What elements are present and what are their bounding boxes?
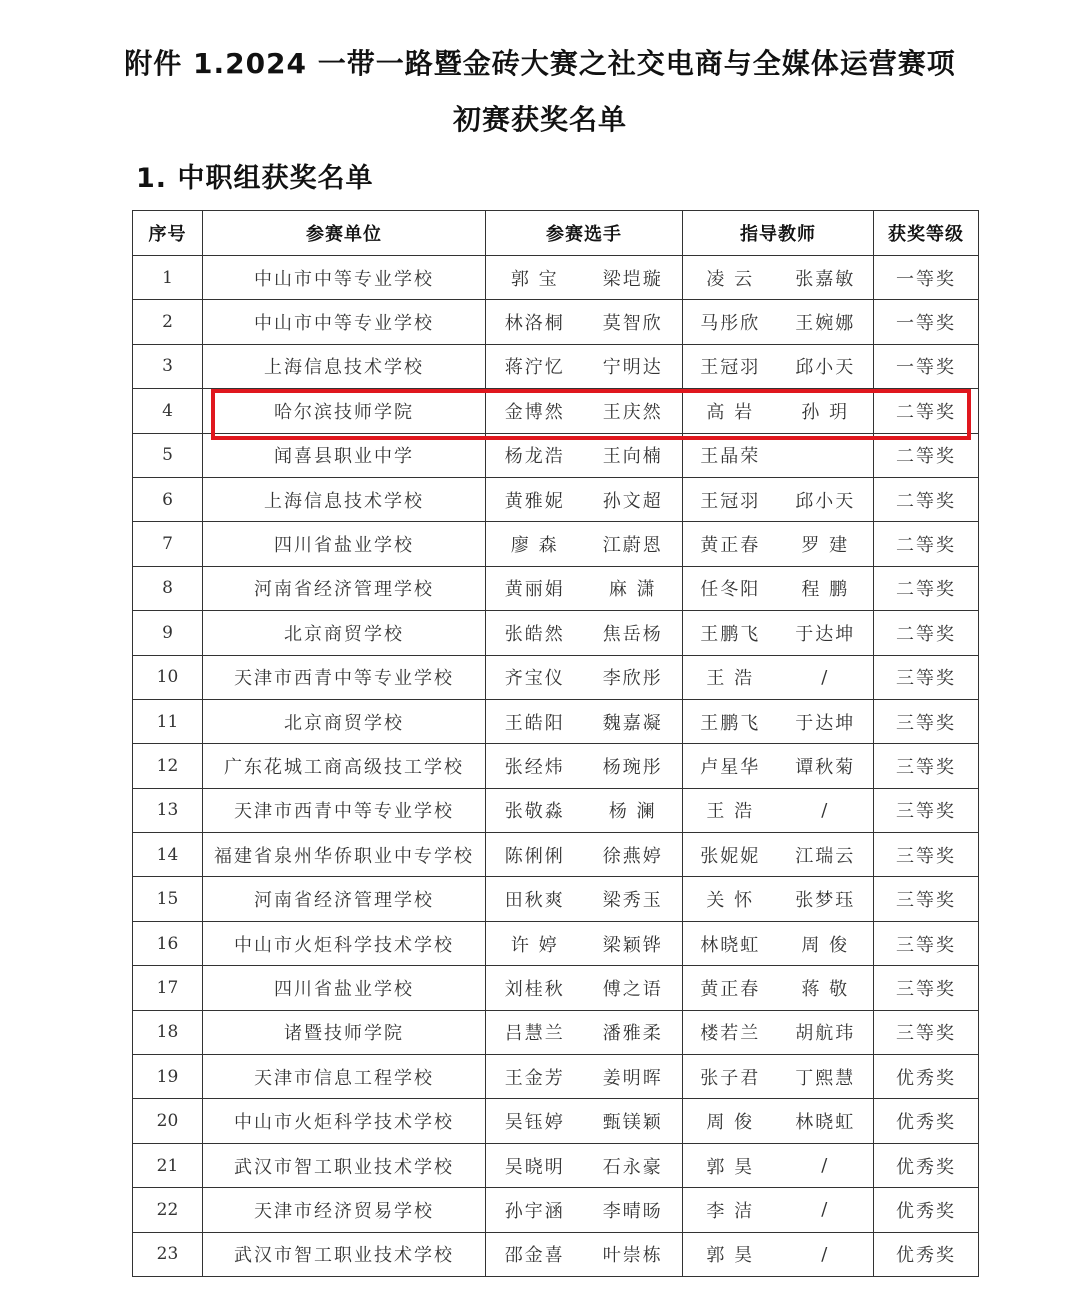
cell-award: 优秀奖 [874, 1143, 979, 1187]
table-row [133, 1232, 979, 1276]
cell-award: 二等奖 [874, 566, 979, 610]
cell-contestant-2: 莫智欣 [584, 300, 683, 344]
cell-contestant-2: 江蔚恩 [584, 522, 683, 566]
cell-no: 3 [133, 344, 203, 388]
cell-no: 15 [133, 877, 203, 921]
header-teachers: 指导教师 [683, 211, 874, 256]
cell-award: 二等奖 [874, 477, 979, 521]
cell-contestant-2: 杨琬彤 [584, 744, 683, 788]
cell-no: 1 [133, 256, 203, 300]
table-row [133, 744, 979, 788]
cell-teacher-2: 程 鹏 [778, 566, 874, 610]
cell-school: 北京商贸学校 [203, 699, 486, 743]
cell-contestant-1: 张敬淼 [486, 788, 584, 832]
cell-teacher-1: 马彤欣 [683, 300, 778, 344]
cell-contestant-2: 梁颖铧 [584, 921, 683, 965]
cell-contestant-1: 吴钰婷 [486, 1099, 584, 1143]
cell-contestant-1: 张经炜 [486, 744, 584, 788]
document-title-line-1: 附件 1.2024 一带一路暨金砖大赛之社交电商与全媒体运营赛项 [124, 47, 956, 80]
table-row [133, 344, 979, 388]
cell-school: 中山市火炬科学技术学校 [203, 921, 486, 965]
header-no: 序号 [133, 211, 203, 256]
cell-no: 2 [133, 300, 203, 344]
table-row [133, 522, 979, 566]
cell-contestant-1: 郭 宝 [486, 256, 584, 300]
cell-teacher-1: 王冠羽 [683, 477, 778, 521]
cell-school: 中山市中等专业学校 [203, 300, 486, 344]
cell-contestant-2: 傅之语 [584, 966, 683, 1010]
cell-no: 7 [133, 522, 203, 566]
cell-teacher-2: 罗 建 [778, 522, 874, 566]
award-table [132, 210, 979, 1277]
cell-teacher-1: 凌 云 [683, 256, 778, 300]
cell-contestant-2: 甄镁颖 [584, 1099, 683, 1143]
cell-no: 17 [133, 966, 203, 1010]
cell-school: 天津市西青中等专业学校 [203, 788, 486, 832]
cell-award: 三等奖 [874, 744, 979, 788]
cell-teacher-1: 王 浩 [683, 788, 778, 832]
document-title-line-2: 初赛获奖名单 [452, 103, 627, 136]
cell-teacher-1: 王 浩 [683, 655, 778, 699]
cell-school: 河南省经济管理学校 [203, 566, 486, 610]
cell-teacher-2 [778, 433, 874, 477]
cell-school: 天津市经济贸易学校 [203, 1188, 486, 1232]
cell-teacher-2: 邱小天 [778, 344, 874, 388]
cell-contestant-1: 邵金喜 [486, 1232, 584, 1276]
table-row [133, 566, 979, 610]
cell-teacher-2: / [778, 1143, 874, 1187]
table-row [133, 966, 979, 1010]
cell-contestant-1: 许 婷 [486, 921, 584, 965]
cell-contestant-1: 田秋爽 [486, 877, 584, 921]
table-row [133, 477, 979, 521]
cell-no: 6 [133, 477, 203, 521]
cell-school: 武汉市智工职业技术学校 [203, 1143, 486, 1187]
cell-teacher-1: 郭 昊 [683, 1232, 778, 1276]
cell-school: 四川省盐业学校 [203, 522, 486, 566]
cell-teacher-1: 高 岩 [683, 389, 778, 433]
cell-no: 10 [133, 655, 203, 699]
header-school: 参赛单位 [203, 211, 486, 256]
cell-award: 优秀奖 [874, 1232, 979, 1276]
award-table-body [133, 256, 979, 1277]
cell-contestant-2: 徐燕婷 [584, 833, 683, 877]
cell-school: 中山市中等专业学校 [203, 256, 486, 300]
cell-teacher-2: 于达坤 [778, 699, 874, 743]
cell-contestant-1: 金博然 [486, 389, 584, 433]
header-award: 获奖等级 [874, 211, 979, 256]
cell-award: 二等奖 [874, 611, 979, 655]
cell-school: 四川省盐业学校 [203, 966, 486, 1010]
cell-school: 中山市火炬科学技术学校 [203, 1099, 486, 1143]
cell-award: 优秀奖 [874, 1099, 979, 1143]
cell-contestant-2: 宁明达 [584, 344, 683, 388]
cell-contestant-1: 杨龙浩 [486, 433, 584, 477]
cell-teacher-1: 楼若兰 [683, 1010, 778, 1054]
cell-contestant-1: 黄丽娟 [486, 566, 584, 610]
cell-school: 北京商贸学校 [203, 611, 486, 655]
cell-teacher-1: 张妮妮 [683, 833, 778, 877]
table-row [133, 655, 979, 699]
table-row [133, 1010, 979, 1054]
cell-award: 三等奖 [874, 655, 979, 699]
cell-school: 闻喜县职业中学 [203, 433, 486, 477]
cell-teacher-1: 卢星华 [683, 744, 778, 788]
cell-award: 二等奖 [874, 389, 979, 433]
cell-no: 13 [133, 788, 203, 832]
cell-award: 三等奖 [874, 788, 979, 832]
table-row [133, 611, 979, 655]
cell-teacher-2: / [778, 655, 874, 699]
cell-contestant-1: 吴晓明 [486, 1143, 584, 1187]
cell-teacher-2: / [778, 1232, 874, 1276]
table-row [133, 1188, 979, 1232]
cell-no: 16 [133, 921, 203, 965]
cell-school: 福建省泉州华侨职业中专学校 [203, 833, 486, 877]
cell-contestant-2: 梁秀玉 [584, 877, 683, 921]
table-row [133, 788, 979, 832]
cell-teacher-1: 李 洁 [683, 1188, 778, 1232]
cell-school: 天津市信息工程学校 [203, 1055, 486, 1099]
cell-teacher-2: 周 俊 [778, 921, 874, 965]
cell-award: 三等奖 [874, 833, 979, 877]
cell-award: 二等奖 [874, 433, 979, 477]
cell-contestant-2: 姜明晖 [584, 1055, 683, 1099]
header-contestants: 参赛选手 [486, 211, 683, 256]
cell-teacher-1: 王晶荣 [683, 433, 778, 477]
cell-contestant-1: 廖 森 [486, 522, 584, 566]
cell-teacher-1: 黄正春 [683, 966, 778, 1010]
cell-teacher-2: 江瑞云 [778, 833, 874, 877]
cell-contestant-1: 刘桂秋 [486, 966, 584, 1010]
cell-contestant-1: 陈俐俐 [486, 833, 584, 877]
cell-teacher-2: 张梦珏 [778, 877, 874, 921]
cell-contestant-1: 吕慧兰 [486, 1010, 584, 1054]
cell-contestant-1: 齐宝仪 [486, 655, 584, 699]
table-row [133, 1143, 979, 1187]
cell-teacher-2: 蒋 敬 [778, 966, 874, 1010]
cell-no: 18 [133, 1010, 203, 1054]
cell-no: 4 [133, 389, 203, 433]
cell-award: 三等奖 [874, 699, 979, 743]
cell-contestant-2: 王庆然 [584, 389, 683, 433]
cell-school: 诸暨技师学院 [203, 1010, 486, 1054]
cell-teacher-1: 王鹏飞 [683, 611, 778, 655]
cell-no: 20 [133, 1099, 203, 1143]
cell-contestant-2: 孙文超 [584, 477, 683, 521]
table-row [133, 256, 979, 300]
cell-award: 一等奖 [874, 344, 979, 388]
cell-contestant-1: 王金芳 [486, 1055, 584, 1099]
cell-teacher-2: 邱小天 [778, 477, 874, 521]
cell-teacher-1: 张子君 [683, 1055, 778, 1099]
cell-award: 一等奖 [874, 256, 979, 300]
cell-no: 14 [133, 833, 203, 877]
cell-contestant-2: 潘雅柔 [584, 1010, 683, 1054]
section-heading: 1. 中职组获奖名单 [136, 163, 374, 194]
table-row [133, 1055, 979, 1099]
table-row [133, 877, 979, 921]
cell-contestant-1: 王皓阳 [486, 699, 584, 743]
cell-no: 22 [133, 1188, 203, 1232]
cell-teacher-1: 林晓虹 [683, 921, 778, 965]
cell-no: 21 [133, 1143, 203, 1187]
cell-no: 11 [133, 699, 203, 743]
cell-teacher-2: / [778, 788, 874, 832]
cell-contestant-2: 魏嘉凝 [584, 699, 683, 743]
cell-contestant-1: 林洛桐 [486, 300, 584, 344]
cell-teacher-2: / [778, 1188, 874, 1232]
cell-teacher-2: 孙 玥 [778, 389, 874, 433]
cell-contestant-2: 杨 澜 [584, 788, 683, 832]
cell-award: 三等奖 [874, 966, 979, 1010]
cell-contestant-2: 叶崇栋 [584, 1232, 683, 1276]
table-row [133, 833, 979, 877]
cell-contestant-2: 李欣彤 [584, 655, 683, 699]
table-row [133, 1099, 979, 1143]
cell-teacher-1: 周 俊 [683, 1099, 778, 1143]
cell-no: 5 [133, 433, 203, 477]
cell-contestant-1: 张皓然 [486, 611, 584, 655]
table-row [133, 433, 979, 477]
cell-teacher-1: 任冬阳 [683, 566, 778, 610]
cell-teacher-2: 丁熙慧 [778, 1055, 874, 1099]
cell-teacher-1: 王鹏飞 [683, 699, 778, 743]
cell-teacher-1: 王冠羽 [683, 344, 778, 388]
cell-no: 23 [133, 1232, 203, 1276]
cell-teacher-1: 郭 昊 [683, 1143, 778, 1187]
cell-no: 19 [133, 1055, 203, 1099]
table-row [133, 389, 979, 433]
cell-school: 哈尔滨技师学院 [203, 389, 486, 433]
cell-teacher-2: 胡航玮 [778, 1010, 874, 1054]
table-row [133, 699, 979, 743]
cell-teacher-2: 谭秋菊 [778, 744, 874, 788]
cell-contestant-2: 麻 潇 [584, 566, 683, 610]
cell-contestant-1: 孙宇涵 [486, 1188, 584, 1232]
cell-no: 9 [133, 611, 203, 655]
table-header-row [133, 211, 979, 256]
cell-contestant-1: 蒋泞忆 [486, 344, 584, 388]
cell-contestant-2: 王向楠 [584, 433, 683, 477]
cell-teacher-2: 林晓虹 [778, 1099, 874, 1143]
cell-teacher-2: 张嘉敏 [778, 256, 874, 300]
cell-school: 上海信息技术学校 [203, 344, 486, 388]
cell-school: 天津市西青中等专业学校 [203, 655, 486, 699]
table-row [133, 300, 979, 344]
cell-teacher-1: 关 怀 [683, 877, 778, 921]
cell-no: 12 [133, 744, 203, 788]
cell-award: 优秀奖 [874, 1188, 979, 1232]
cell-award: 二等奖 [874, 522, 979, 566]
cell-award: 三等奖 [874, 1010, 979, 1054]
cell-school: 广东花城工商高级技工学校 [203, 744, 486, 788]
cell-teacher-2: 于达坤 [778, 611, 874, 655]
cell-award: 三等奖 [874, 921, 979, 965]
cell-no: 8 [133, 566, 203, 610]
cell-award: 三等奖 [874, 877, 979, 921]
cell-teacher-1: 黄正春 [683, 522, 778, 566]
cell-school: 河南省经济管理学校 [203, 877, 486, 921]
cell-contestant-2: 石永豪 [584, 1143, 683, 1187]
cell-contestant-1: 黄雅妮 [486, 477, 584, 521]
cell-school: 武汉市智工职业技术学校 [203, 1232, 486, 1276]
cell-contestant-2: 焦岳杨 [584, 611, 683, 655]
table-row [133, 921, 979, 965]
cell-contestant-2: 梁垲璇 [584, 256, 683, 300]
cell-teacher-2: 王婉娜 [778, 300, 874, 344]
cell-contestant-2: 李晴旸 [584, 1188, 683, 1232]
cell-award: 一等奖 [874, 300, 979, 344]
cell-school: 上海信息技术学校 [203, 477, 486, 521]
cell-award: 优秀奖 [874, 1055, 979, 1099]
